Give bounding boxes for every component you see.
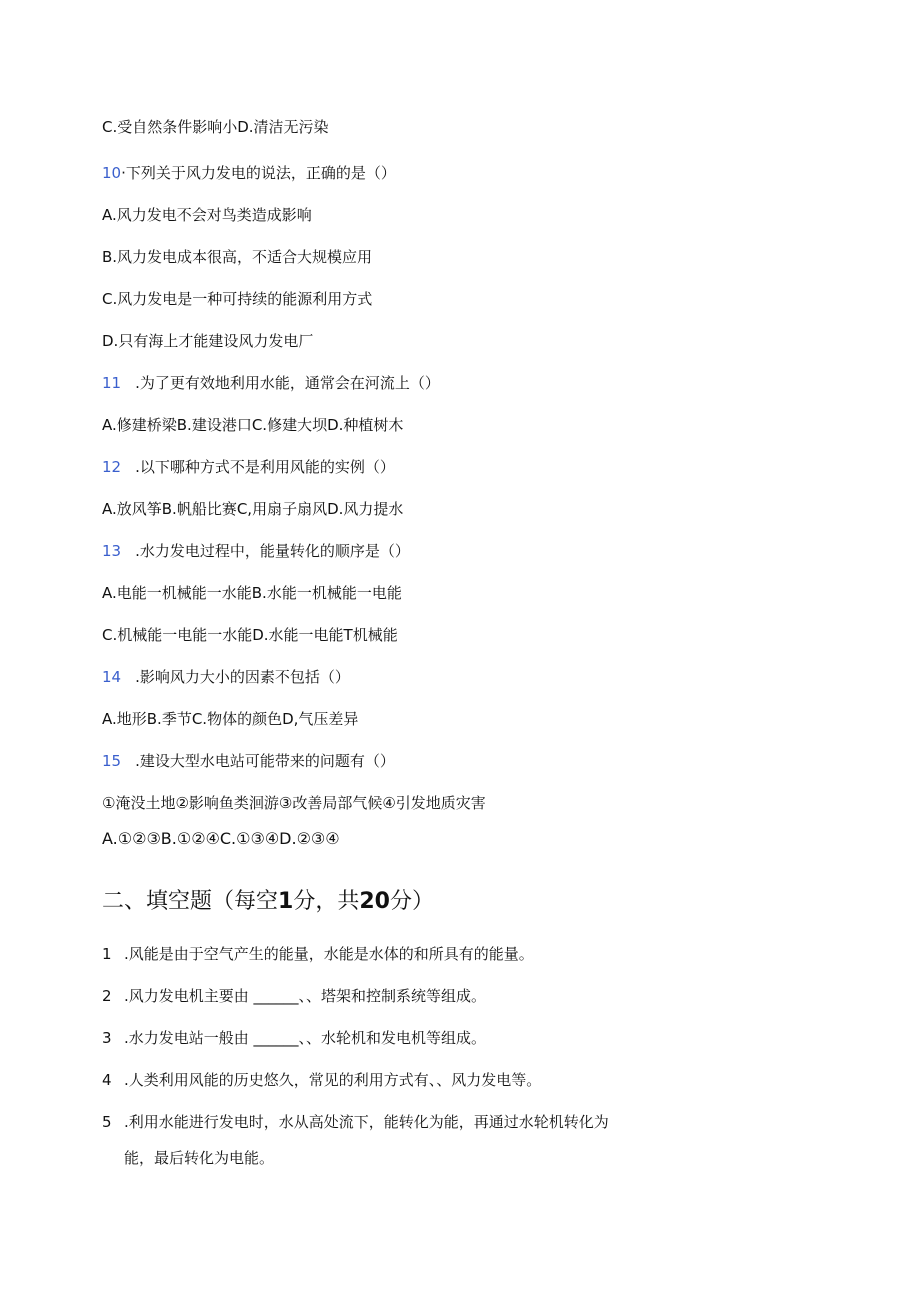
heading-text: 二、填空题（每空 [102, 889, 279, 914]
q10-option-a: A.风力发电不会对鸟类造成影响 [102, 206, 312, 224]
fill-number: 5 [102, 1113, 112, 1131]
q11-options: A.修建桥梁B.建设港口C.修建大坝D.种植树木 [102, 416, 404, 434]
q13-options-cd: C.机械能一电能一水能D.水能一电能T机械能 [102, 626, 398, 644]
fill-text: .风力发电机主要由 ______、、塔架和控制系统等组成。 [124, 987, 487, 1005]
q14-options: A.地形B.季节C.物体的颜色D,气压差异 [102, 710, 359, 728]
question-number: 14 [102, 668, 122, 686]
q10-option-d: D.只有海上才能建设风力发电厂 [102, 332, 314, 350]
heading-score-per-blank: 1 [278, 889, 294, 914]
q15-options: A.①②③B.①②④C.①③④D.②③④ [102, 829, 340, 848]
heading-total-score: 20 [359, 889, 390, 914]
fill-text: .利用水能进行发电时，水从高处流下，能转化为能，再通过水轮机转化为 [124, 1113, 609, 1131]
question-number: 15 [102, 752, 122, 770]
question-stem: .水力发电过程中，能量转化的顺序是（） [135, 542, 410, 560]
fill-number: 1 [102, 945, 112, 963]
fill-item-4 [102, 1070, 541, 1090]
heading-text: 分，共 [293, 889, 360, 914]
q15-stem-line [102, 751, 395, 771]
fill-item-5 [102, 1112, 609, 1132]
q12-options: A.放风筝B.帆船比赛C,用扇子扇风D.风力提水 [102, 500, 404, 518]
fill-item-1 [102, 944, 534, 964]
fill-number: 2 [102, 987, 112, 1005]
q11-stem-line [102, 373, 440, 393]
q15-statements: ①淹没土地②影响鱼类洄游③改善局部气候④引发地质灾害 [102, 794, 486, 812]
q12-stem-line [102, 457, 395, 477]
heading-text: 分） [389, 889, 434, 914]
q14-stem-line [102, 667, 350, 687]
q13-stem-line [102, 541, 410, 561]
q10-option-c: C.风力发电是一种可持续的能源利用方式 [102, 290, 373, 308]
question-number: 12 [102, 458, 122, 476]
question-number: 10 [102, 164, 122, 182]
fill-text: .风能是由于空气产生的能量，水能是水体的和所具有的能量。 [124, 945, 534, 963]
fill-item-2 [102, 986, 486, 1006]
question-stem: .为了更有效地利用水能，通常会在河流上（） [135, 374, 440, 392]
q10-option-b: B.风力发电成本很高，不适合大规模应用 [102, 248, 373, 266]
question-stem: .以下哪种方式不是利用风能的实例（） [135, 458, 395, 476]
question-number: 13 [102, 542, 122, 560]
q9-option-cd: C.受自然条件影响小D.清洁无污染 [102, 118, 329, 136]
fill-text: .人类利用风能的历史悠久，常见的利用方式有、、风力发电等。 [124, 1071, 542, 1089]
fill-number: 3 [102, 1029, 112, 1047]
q10-stem-line [102, 163, 396, 183]
question-number: 11 [102, 374, 122, 392]
fill-item-5-continued: 能，最后转化为电能。 [124, 1149, 275, 1167]
section-heading [102, 887, 434, 917]
question-stem: .影响风力大小的因素不包括（） [135, 668, 350, 686]
question-stem: .建设大型水电站可能带来的问题有（） [135, 752, 395, 770]
question-stem: 下列关于风力发电的说法，正确的是（） [125, 164, 396, 182]
fill-text: .水力发电站一般由 ______、、水轮机和发电机等组成。 [124, 1029, 487, 1047]
fill-item-3 [102, 1028, 486, 1048]
fill-number: 4 [102, 1071, 112, 1089]
q13-options-ab: A.电能一机械能一水能B.水能一机械能一电能 [102, 584, 402, 602]
question-separator: · [121, 164, 126, 182]
